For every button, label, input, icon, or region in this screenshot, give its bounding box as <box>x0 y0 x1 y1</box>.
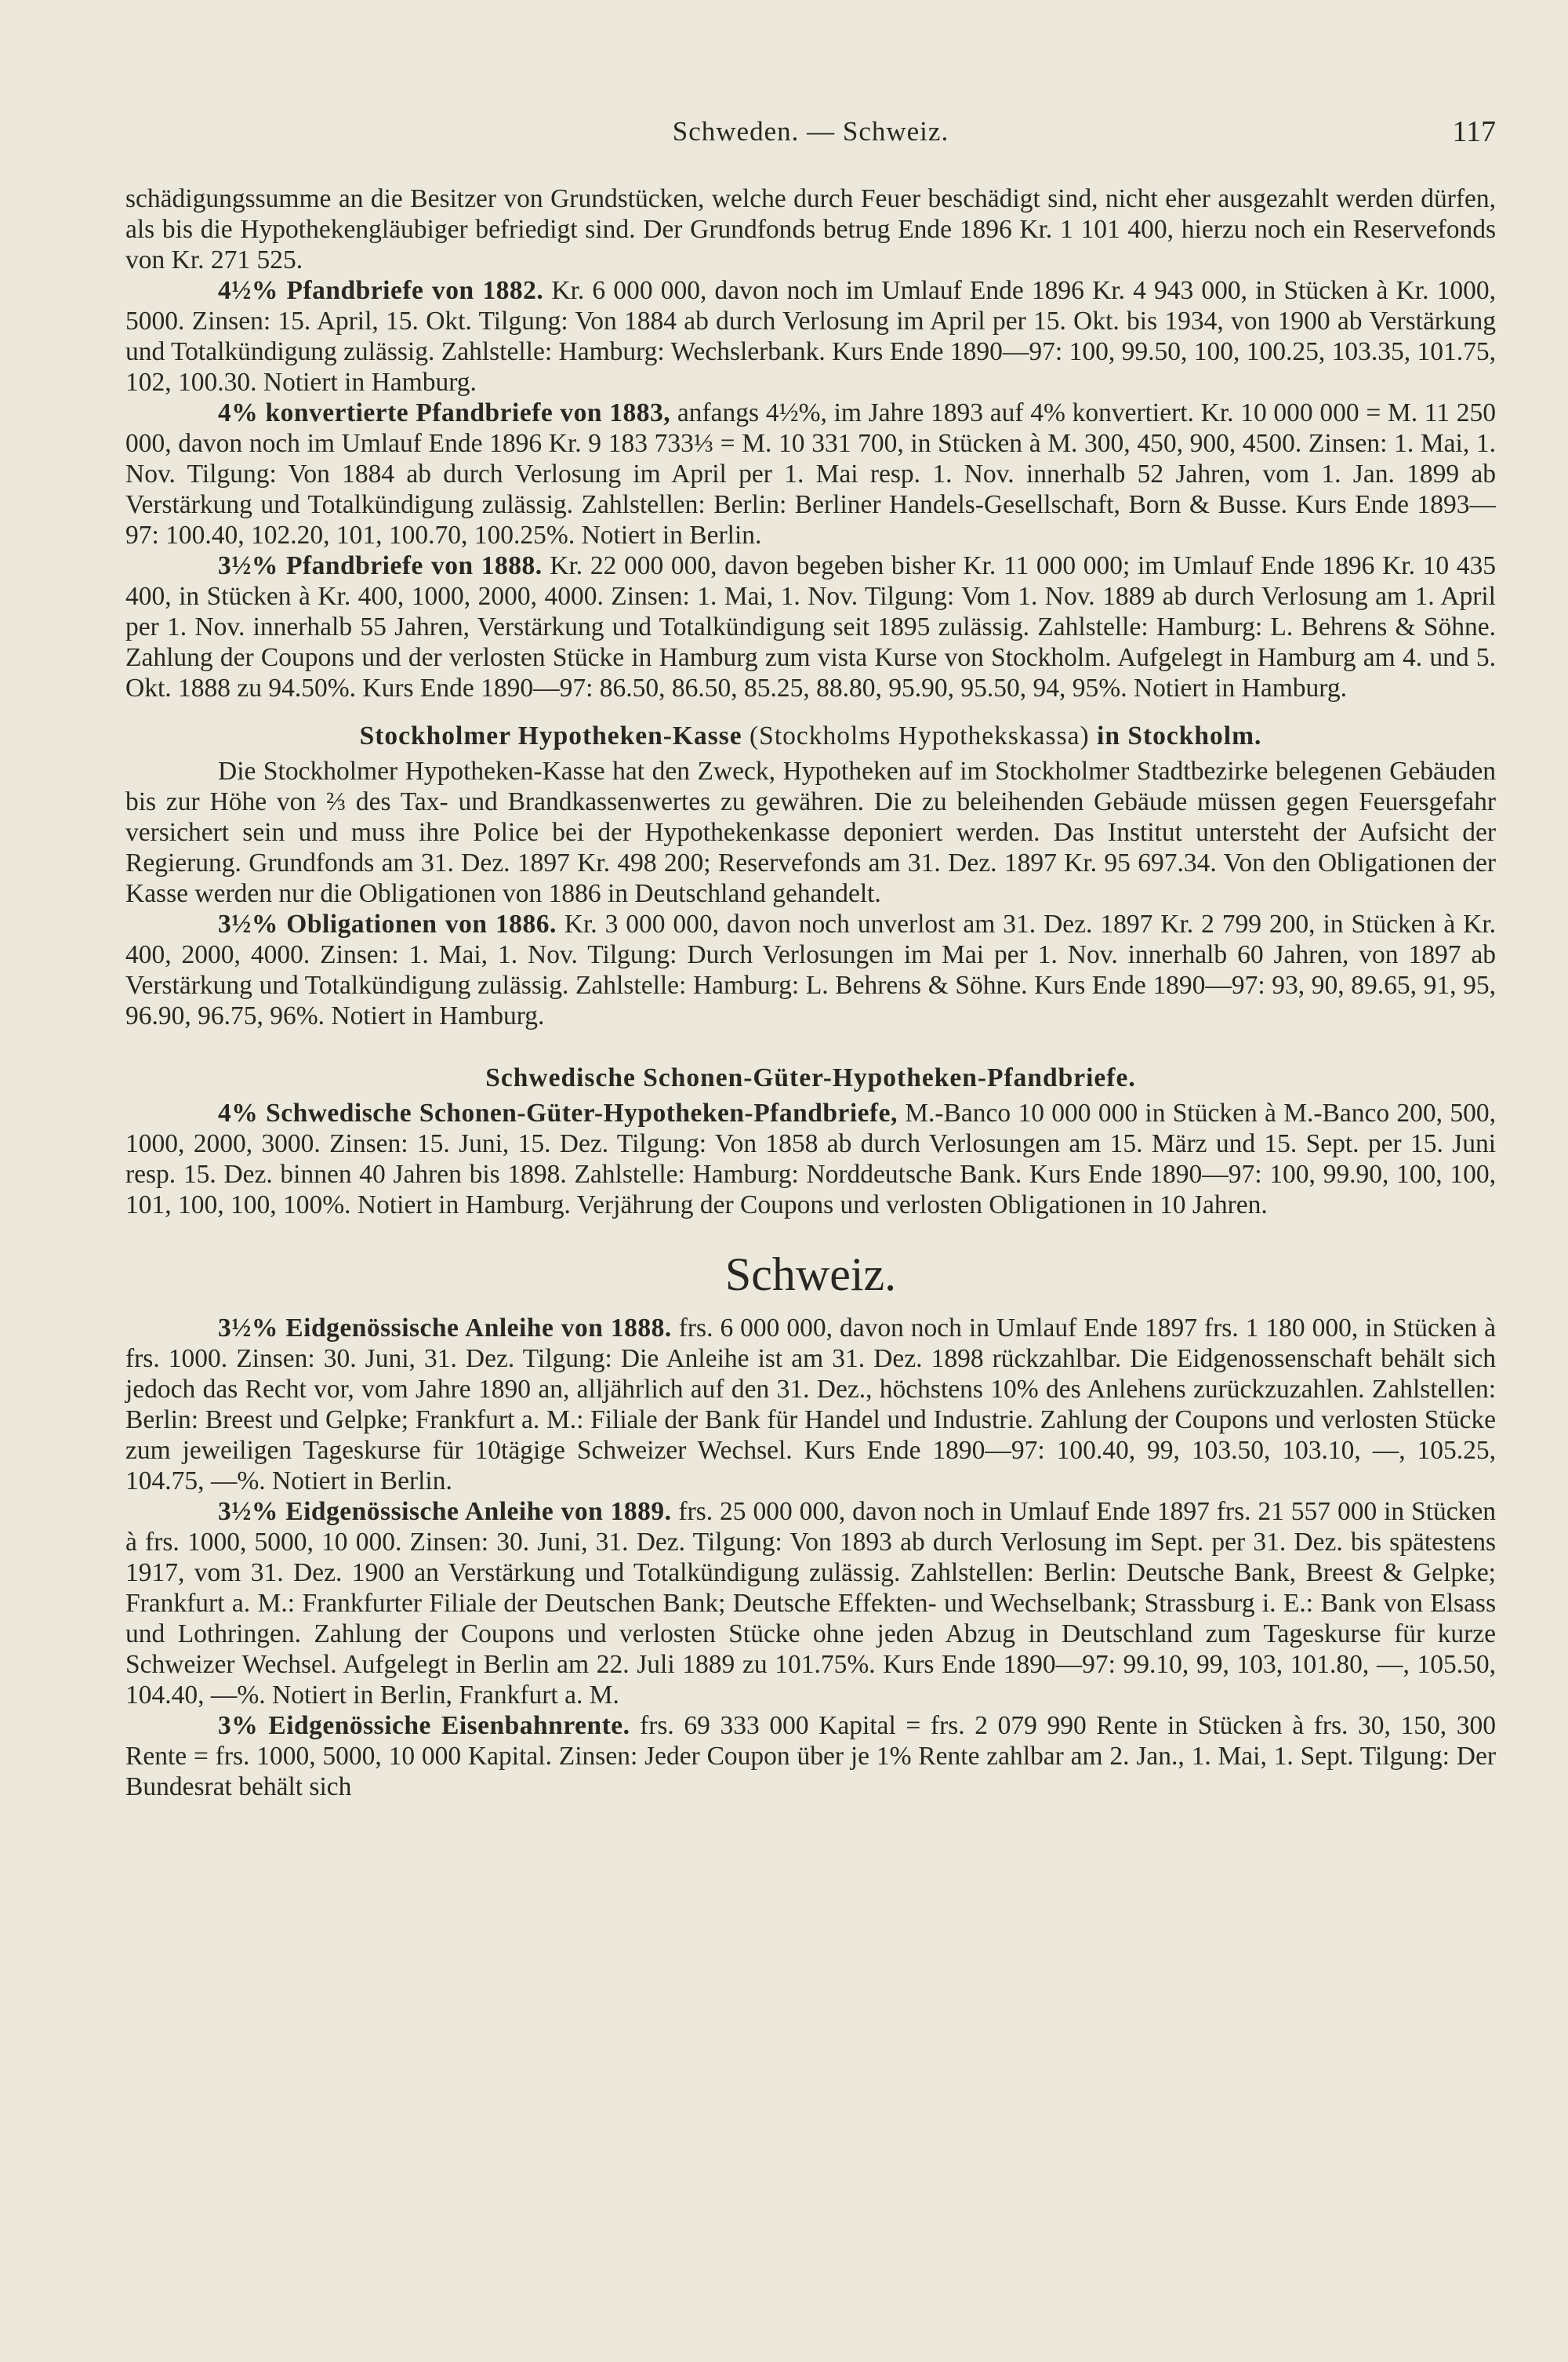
heading-normal-part: (Stockholms Hypothekskassa) <box>742 721 1098 750</box>
entry-text: frs. 69 333 000 Kapital = frs. 2 079 990 Rente in Stücken à frs. 30, 150, 300 Rente = frs. 1000, 5000, 10 000 Kapital. Zinsen: Jeder Coupon über je 1% Rente zahlbar am 2. Jan., 1. Mai, 1. Sept. Tilgung: Der Bundesrat behält sich <box>125 1711 1496 1801</box>
page-header <box>125 111 1496 158</box>
entry-text: frs. 25 000 000, davon noch in Umlauf Ende 1897 frs. 21 557 000 in Stücken à frs. 1000, 5000, 10 000. Zinsen: 30. Juni, 31. Dez. Tilgung: Von 1893 ab durch Verlosung im Sept. per 31. Dez. bis spätestens 1917, vom 31. Dez. 1900 an Verstärkung und Totalkündigung zulässig. Zahlstellen: Berlin: Deutsche Bank, Breest & Gelpke; Frankfurt a. M.: Frankfurter Filiale der Deutschen Bank; Deutsche Effekten- und Wechselbank; Strassburg i. E.: Bank von Elsass und Lothringen. Zahlung der Coupons und verlosten Stücke ohne jeden Abzug in Deutschland zum Tageskurse für kurze Schweizer Wechsel. Aufgelegt in Berlin am 22. Juli 1889 zu 101.75%. Kurs Ende 1890—97: 99.10, 99, 103, 101.80, —, 105.50, 104.40, —%. Notiert in Berlin, Frankfurt a. M. <box>125 1497 1496 1710</box>
body-text <box>125 184 1496 1802</box>
entry-title: 4% konvertierte Pfandbriefe von 1883, <box>218 398 671 427</box>
entry-text: frs. 6 000 000, davon noch in Umlauf Ende 1897 frs. 1 180 000, in Stücken à frs. 1000. Zinsen: 30. Juni, 31. Dez. Tilgung: Die Anleihe ist am 31. Dez. 1898 rückzahlbar. Die Eidgenossenschaft behält sich jedoch das Recht vor, vom Jahre 1890 an, alljährlich auf den 31. Dez., höchstens 10% des Anlehens zurückzuzahlen. Zahlstellen: Berlin: Breest und Gelpke; Frankfurt a. M.: Filiale der Bank für Handel und Industrie. Zahlung der Coupons und verlosten Stücke zum jeweiligen Tageskurse für 10tägige Schweizer Wechsel. Kurs Ende 1890—97: 100.40, 99, 103.50, 103.10, —, 105.25, 104.75, —%. Notiert in Berlin. <box>125 1314 1496 1495</box>
entry-title: 4½% Pfandbriefe von 1882. <box>218 276 544 305</box>
section-heading-schonen: Schwedische Schonen-Güter-Hypotheken-Pfandbriefe. <box>485 1063 1136 1092</box>
entry-text: anfangs 4½%, im Jahre 1893 auf 4% konvertiert. Kr. 10 000 000 = M. 11 250 000, davon noch im Umlauf Ende 1896 Kr. 9 183 733⅓ = M. 10 331 700, in Stücken à M. 300, 450, 900, 4500. Zinsen: 1. Mai, 1. Nov. Tilgung: Von 1884 ab durch Verlosung im April per 1. Mai resp. 1. Nov. innerhalb 52 Jahren, vom 1. Jan. 1899 ab Verstärkung und Totalkündigung zulässig. Zahlstellen: Berlin: Berliner Handels-Gesellschaft, Born & Busse. Kurs Ende 1893—97: 100.40, 102.20, 101, 100.70, 100.25%. Notiert in Berlin. <box>125 398 1496 550</box>
entry-text: Kr. 6 000 000, davon noch im Umlauf Ende 1896 Kr. 4 943 000, in Stücken à Kr. 1000, 5000. Zinsen: 15. April, 15. Okt. Tilgung: Von 1884 ab durch Verlosung im April per 15. Okt. bis 1934, von 1900 ab Verstärkung und Totalkündigung zulässig. Zahlstelle: Hamburg: Wechslerbank. Kurs Ende 1890—97: 100, 99.50, 100, 100.25, 103.35, 101.75, 102, 100.30. Notiert in Hamburg. <box>125 276 1496 397</box>
paragraph <box>125 1710 1496 1802</box>
paragraph <box>125 398 1496 551</box>
running-title: Schweden. — Schweiz. <box>672 116 949 147</box>
entry-text: Kr. 22 000 000, davon begeben bisher Kr. 11 000 000; im Umlauf Ende 1896 Kr. 10 435 400, in Stücken à Kr. 400, 1000, 2000, 4000. Zinsen: 1. Mai, 1. Nov. Tilgung: Vom 1. Nov. 1889 ab durch Verlosung am 1. April per 1. Nov. innerhalb 55 Jahren, Verstärkung und Totalkündigung seit 1895 zulässig. Zahlstelle: Hamburg: L. Behrens & Söhne. Zahlung der Coupons und der verlosten Stücke in Hamburg zum vista Kurse von Stockholm. Aufgelegt in Hamburg am 4. und 5. Okt. 1888 zu 94.50%. Kurs Ende 1890—97: 86.50, 86.50, 85.25, 88.80, 95.90, 95.50, 94, 95%. Notiert in Hamburg. <box>125 551 1496 703</box>
entry-title: 3½% Obligationen von 1886. <box>218 910 557 939</box>
paragraph <box>125 1313 1496 1496</box>
page-number: 117 <box>1452 115 1496 148</box>
entry-title: 3½% Eidgenössische Anleihe von 1888. <box>218 1314 672 1343</box>
entry-title: 4% Schwedische Schonen-Güter-Hypotheken-Pfandbriefe, <box>218 1099 898 1128</box>
country-heading-schweiz: Schweiz. <box>724 1248 897 1300</box>
heading-bold-part: Stockholmer Hypotheken-Kasse <box>359 721 742 750</box>
paragraph: Die Stockholmer Hypotheken-Kasse hat den Zweck, Hypotheken auf im Stockholmer Stadtbezirke belegenen Gebäuden bis zur Höhe von ⅔ des Tax- und Brandkassenwertes zu gewähren. Die zu beleihenden Gebäude müssen gegen Feuersgefahr versichert sein und muss ihre Police bei der Hypothekenkasse deponiert werden. Das Institut untersteht der Aufsicht der Regierung. Grundfonds am 31. Dez. 1897 Kr. 498 200; Reservefonds am 31. Dez. 1897 Kr. 95 697.34. Von den Obligationen der Kasse werden nur die Obligationen von 1886 in Deutschland gehandelt. <box>125 757 1496 908</box>
entry-text: Kr. 3 000 000, davon noch unverlost am 31. Dez. 1897 Kr. 2 799 200, in Stücken à Kr. 400, 2000, 4000. Zinsen: 1. Mai, 1. Nov. Tilgung: Durch Verlosungen im Mai per 1. Nov. innerhalb 60 Jahren, von 1897 ab Verstärkung und Totalkündigung zulässig. Zahlstelle: Hamburg: L. Behrens & Söhne. Kurs Ende 1890—97: 93, 90, 89.65, 91, 95, 96.90, 96.75, 96%. Notiert in Hamburg. <box>125 910 1497 1030</box>
entry-title: 3% Eidgenössiche Eisenbahnrente. <box>218 1711 630 1740</box>
paragraph <box>125 1496 1496 1710</box>
section-heading-stockholm <box>125 721 1496 751</box>
paragraph: schädigungssumme an die Besitzer von Grundstücken, welche durch Feuer beschädigt sind, nicht eher ausgezahlt werden dürfen, als bis die Hypothekengläubiger befriedigt sind. Der Grundfonds betrug Ende 1896 Kr. 1 101 400, hierzu noch ein Reservefonds von Kr. 271 525. <box>125 184 1496 274</box>
paragraph <box>125 909 1496 1031</box>
paragraph <box>125 275 1496 398</box>
entry-text: M.-Banco 10 000 000 in Stücken à M.-Banco 200, 500, 1000, 2000, 3000. Zinsen: 15. Juni, 15. Dez. Tilgung: Von 1858 ab durch Verlosungen am 15. März und 15. Sept. per 15. Juni resp. 15. Dez. binnen 40 Jahren bis 1898. Zahlstelle: Hamburg: Norddeutsche Bank. Kurs Ende 1890—97: 100, 99.90, 100, 100, 101, 100, 100, 100%. Notiert in Hamburg. Verjährung der Coupons und verlosten Obligationen in 10 Jahren. <box>125 1099 1496 1219</box>
paragraph <box>125 551 1496 703</box>
entry-title: 3½% Eidgenössische Anleihe von 1889. <box>218 1497 672 1526</box>
heading-bold-part: in Stockholm. <box>1097 721 1262 750</box>
paragraph <box>125 1098 1496 1220</box>
entry-title: 3½% Pfandbriefe von 1888. <box>218 551 543 580</box>
